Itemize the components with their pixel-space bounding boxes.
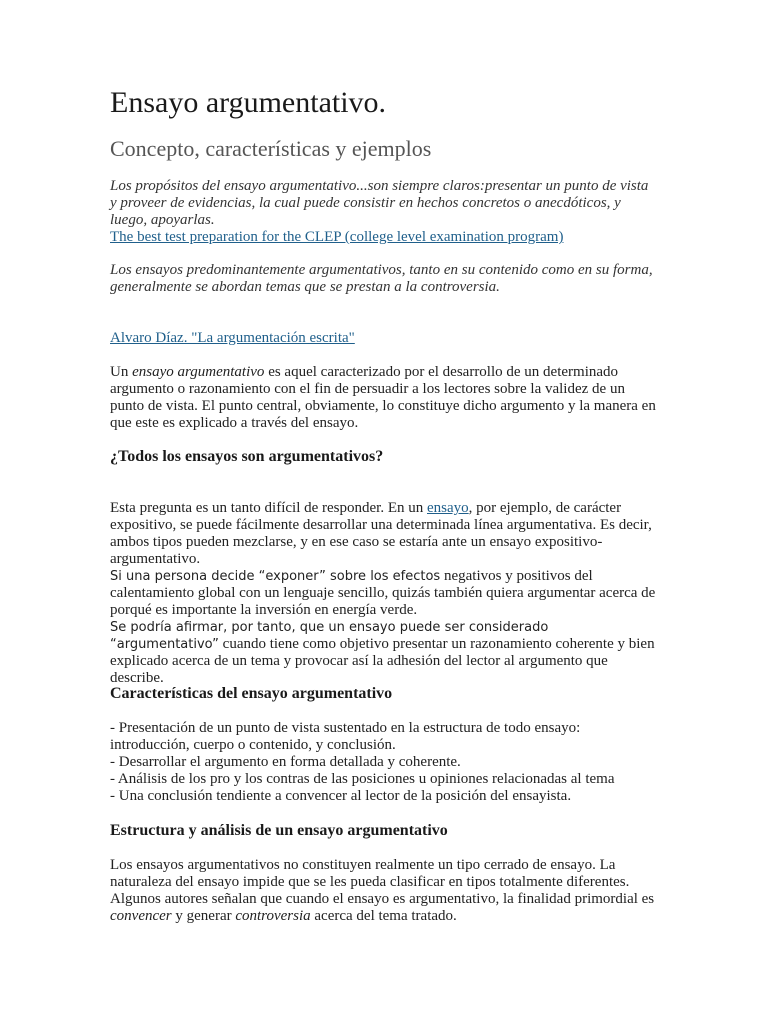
section3-body [110, 857, 658, 925]
list-item: - Desarrollar el argumento en forma detallada y coherente. [110, 754, 461, 770]
section3-em-convencer: convencer [110, 908, 172, 924]
page-title: Ensayo argumentativo. [110, 86, 387, 119]
citation-block [110, 330, 658, 347]
section1-body [110, 500, 658, 687]
section1-p2-mono: Si una persona decide “exponer” sobre los efectos [110, 569, 441, 584]
definition-term: ensayo argumentativo [132, 364, 265, 380]
section3-text-c: acerca del tema tratado. [310, 908, 457, 924]
clep-link[interactable]: The best test preparation for the CLEP (college level examination program) [110, 229, 564, 245]
section-heading-todos: ¿Todos los ensayos son argumentativos? [110, 448, 384, 465]
list-item: - Una conclusión tendiente a convencer al lector de la posición del ensayista. [110, 788, 572, 804]
section3-text-b: y generar [171, 908, 236, 924]
section1-p1-text-b: , por ejemplo, de carácter expositivo, se puede fácilmente desarrollar una determinada línea argumentativa. Es decir, ambos tipos pueden mezclarse, y en ese caso se estaría ante un ensayo expositivo-argumentativo. [110, 500, 652, 567]
section1-paragraph-1 [110, 500, 658, 568]
section1-p2-text: negativos y positivos del calentamiento global con un lenguaje sencillo, quizás también quiera argumentar acerca de porqué es importante la inversión en energía verde. [110, 568, 656, 618]
section-heading-caracteristicas: Características del ensayo argumentativo [110, 685, 393, 702]
controversy-quote: Los ensayos predominantemente argumentativos, tanto en su contenido como en su forma, generalmente se abordan temas que se prestan a la controversia. [110, 262, 653, 295]
section1-p1-text-a: Esta pregunta es un tanto difícil de responder. En un [110, 500, 427, 516]
intro-block [110, 178, 658, 246]
section3-em-controversia: controversia [235, 908, 311, 924]
page-subtitle: Concepto, características y ejemplos [110, 136, 432, 161]
section1-p3-text: cuando tiene como objetivo presentar un razonamiento coherente y bien explicado acerca de un tema y provocar así la adhesión del lector al argumento que describe. [110, 636, 655, 686]
ensayo-link[interactable]: ensayo [427, 500, 469, 516]
definition-paragraph [110, 364, 658, 432]
characteristics-list [110, 720, 658, 805]
definition-text-1: Un [110, 364, 133, 380]
second-quote-block [110, 262, 658, 296]
citation-link[interactable]: Alvaro Díaz. "La argumentación escrita" [110, 330, 355, 346]
section1-paragraph-3 [110, 619, 658, 687]
list-item: - Análisis de los pro y los contras de las posiciones u opiniones relacionadas al tema [110, 771, 615, 787]
intro-quote: Los propósitos del ensayo argumentativo...son siempre claros:presentar un punto de vista y proveer de evidencias, la cual puede consistir en hechos concretos o anecdóticos, y luego, apoyarlas. [110, 178, 649, 228]
section3-text-a: Los ensayos argumentativos no constituyen realmente un tipo cerrado de ensayo. La naturaleza del ensayo impide que se les pueda clasificar en tipos totalmente diferentes. Algunos autores señalan que cuando el ensayo es argumentativo, la finalidad primordial es [110, 857, 655, 907]
definition-text-2: es aquel caracterizado por el desarrollo de un determinado argumento o razonamiento con el fin de persuadir a los lectores sobre la validez de un punto de vista. El punto central, obviamente, lo constituye dicho argumento y la manera en que este es explicado a través del ensayo. [110, 364, 656, 431]
section3-paragraph [110, 857, 658, 925]
section1-paragraph-2 [110, 568, 658, 619]
section-heading-estructura: Estructura y análisis de un ensayo argumentativo [110, 822, 448, 839]
section1-p3-mono: Se podría afirmar, por tanto, que un ensayo puede ser considerado “argumentativo” [110, 620, 549, 652]
list-item: - Presentación de un punto de vista sustentado en la estructura de todo ensayo: introducción, cuerpo o contenido, y conclusión. [110, 720, 581, 753]
